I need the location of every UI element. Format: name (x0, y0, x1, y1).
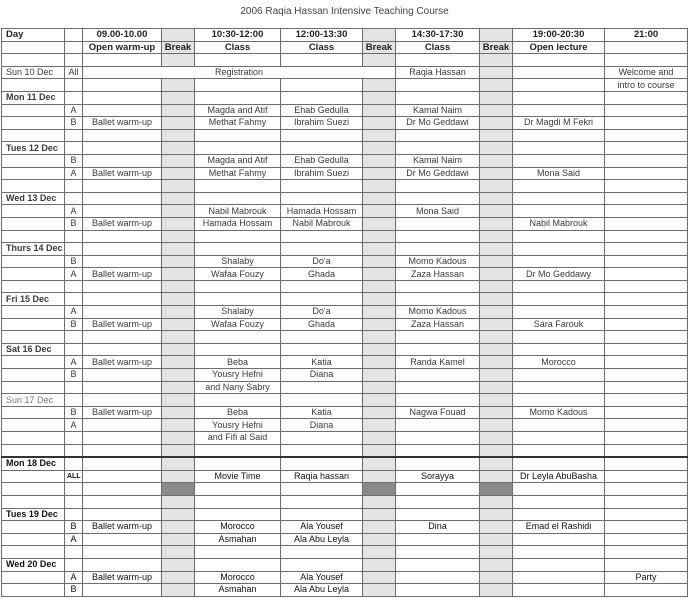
day-row-mon11 (2, 91, 688, 104)
day-label: Sat 16 Dec (2, 343, 65, 356)
day-label: Tues 19 Dec (2, 508, 65, 521)
extra-note: and Nany Sabry (195, 381, 281, 394)
day-row-thu14 (2, 243, 688, 256)
session-row: A Magda and Atif Ehab Gedulla Kamal Naim (2, 104, 688, 117)
header-row-types (2, 41, 688, 54)
day-label: Mon 11 Dec (2, 91, 65, 104)
session-row: A Ballet warm-up Wafaa Fouzy Ghada Zaza Hassan Dr Mo Geddawy (2, 268, 688, 281)
group-cell: B (65, 369, 83, 382)
header-type-2: Class (195, 41, 281, 54)
day-label: Sun 17 Dec (2, 394, 65, 407)
day-label: Thurs 14 Dec (2, 243, 65, 256)
day-label: Mon 18 Dec (2, 457, 65, 470)
header-group (65, 29, 83, 42)
day-row-tue12 (2, 142, 688, 155)
group-cell: A (65, 306, 83, 319)
group-cell: A (65, 205, 83, 218)
header-slot-1: 09.00-10.00 (83, 29, 162, 42)
group-cell: All (65, 66, 83, 79)
session-row: B Asmahan Ala Abu Leyla (2, 584, 688, 597)
session-row: B Ballet warm-up Morocco Ala Yousef Dina Emad el Rashidi (2, 521, 688, 534)
session-row: B Ballet warm-up Hamada Hossam Nabil Mabrouk Nabil Mabrouk (2, 217, 688, 230)
group-cell: A (65, 419, 83, 432)
session-row: A Ballet warm-up Beba Katia Randa Kamel Morocco (2, 356, 688, 369)
header-type-4: Class (396, 41, 480, 54)
header-break-2 (363, 29, 396, 42)
group-cell: A (65, 533, 83, 546)
extra-note: and Fifi al Said (195, 432, 281, 445)
header-break-3 (480, 29, 513, 42)
day-row-fri15 (2, 293, 688, 306)
evening-cell-2: intro to course (605, 79, 688, 92)
day-row-sun10 (2, 66, 688, 79)
day-row-mon18 (2, 457, 688, 470)
group-cell: B (65, 318, 83, 331)
header-break-label-1: Break (162, 41, 195, 54)
day-label: Sun 10 Dec (2, 66, 65, 79)
day-label: Wed 13 Dec (2, 192, 65, 205)
day-row-wed20 (2, 558, 688, 571)
document-title: 2006 Raqia Hassan Intensive Teaching Course (240, 6, 449, 17)
session-row: ALL Movie Time Raqia hassan Sorayya Dr Leyla AbuBasha (2, 470, 688, 483)
header-day: Day (2, 29, 65, 42)
header-break-label-3: Break (480, 41, 513, 54)
header-slot-4: 14:30-17:30 (396, 29, 480, 42)
day-label: Tues 12 Dec (2, 142, 65, 155)
group-cell: A (65, 104, 83, 117)
schedule-table (1, 28, 688, 597)
header-type-3: Class (281, 41, 363, 54)
group-cell: A (65, 571, 83, 584)
day-row-sat16 (2, 343, 688, 356)
session-row: B Ballet warm-up Wafaa Fouzy Ghada Zaza Hassan Sara Farouk (2, 318, 688, 331)
session-row: B Ballet warm-up Beba Katia Nagwa Fouad Momo Kadous (2, 406, 688, 419)
group-cell: ALL (65, 470, 83, 483)
group-cell: B (65, 255, 83, 268)
group-cell: B (65, 154, 83, 167)
header-row-times (2, 29, 688, 42)
session-row: A Nabil Mabrouk Hamada Hossam Mona Said (2, 205, 688, 218)
session-row: A Shalaby Do'a Momo Kadous (2, 306, 688, 319)
day-row-sun17 (2, 394, 688, 407)
header-slot-3: 12:00-13:30 (281, 29, 363, 42)
group-cell: B (65, 406, 83, 419)
day-row-wed13 (2, 192, 688, 205)
group-cell: B (65, 584, 83, 597)
session-row: A Ballet warm-up Methat Fahmy Ibrahim Suezi Dr Mo Geddawi Mona Said (2, 167, 688, 180)
session-row: A Yousry Hefni Diana (2, 419, 688, 432)
header-slot-2: 10:30-12:00 (195, 29, 281, 42)
group-cell: A (65, 268, 83, 281)
group-cell: A (65, 356, 83, 369)
header-type-1: Open warm-up (83, 41, 162, 54)
group-cell: B (65, 217, 83, 230)
header-type-5: Open lecture (513, 41, 605, 54)
afternoon-cell: Raqia Hassan (396, 66, 480, 79)
session-row: B Yousry Hefni Diana (2, 369, 688, 382)
group-cell: B (65, 521, 83, 534)
session-row: A Asmahan Ala Abu Leyla (2, 533, 688, 546)
group-cell: A (65, 167, 83, 180)
evening-cell: Welcome and (605, 66, 688, 79)
day-label: Wed 20 Dec (2, 558, 65, 571)
group-cell: B (65, 117, 83, 130)
session-row: B Ballet warm-up Methat Fahmy Ibrahim Suezi Dr Mo Geddawi Dr Magdi M Fekri (2, 117, 688, 130)
header-slot-6: 21:00 (605, 29, 688, 42)
day-label: Fri 15 Dec (2, 293, 65, 306)
session-row: B Shalaby Do'a Momo Kadous (2, 255, 688, 268)
day-row-tue19 (2, 508, 688, 521)
header-break-1 (162, 29, 195, 42)
header-break-label-2: Break (363, 41, 396, 54)
session-row: B Magda and Atif Ehab Gedulla Kamal Naim (2, 154, 688, 167)
registration-cell: Registration (83, 66, 396, 79)
session-row: A Ballet warm-up Morocco Ala Yousef Party (2, 571, 688, 584)
header-slot-5: 19:00-20:30 (513, 29, 605, 42)
